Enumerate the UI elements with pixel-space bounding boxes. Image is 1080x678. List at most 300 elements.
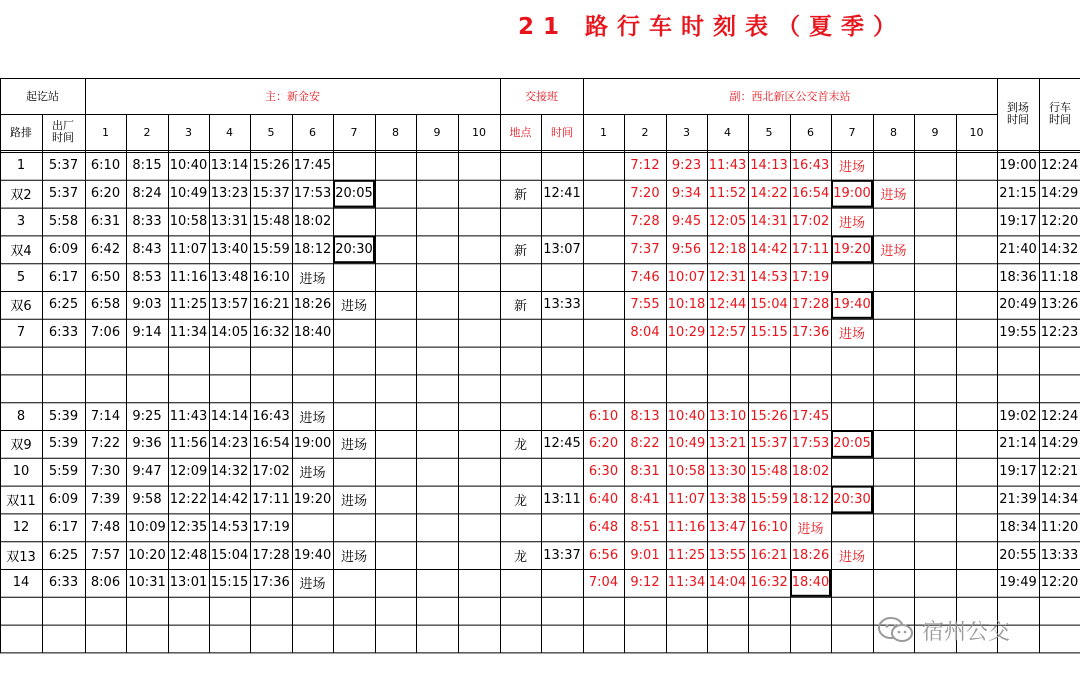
handover-place [500,152,541,180]
header-main-trip: 2 [143,125,151,139]
depart-time: 5:39 [48,408,79,424]
main-trip-time: 6:58 [90,297,121,313]
handover-time [541,374,583,402]
main-trip-time [333,319,375,347]
header-main-trip: 6 [309,125,316,139]
sub-trip-time: 11:07 [667,491,706,507]
main-trip-time: 6:20 [90,186,121,202]
sub-trip-time [831,597,873,625]
sub-trip-time: 9:56 [671,241,702,257]
sub-trip-time: 15:26 [750,408,788,424]
sub-trip-time: 8:04 [630,325,660,341]
main-trip-time: 进场 [340,438,367,454]
sub-trip-time: 15:37 [750,436,788,452]
sub-trip-time [583,208,624,236]
arrive-time: 20:49 [999,297,1037,313]
sub-trip-time: 11:34 [667,575,706,591]
sub-trip-time [914,319,956,347]
main-trip-time: 11:25 [169,297,208,313]
depart-time: 5:37 [48,158,79,174]
sub-trip-time: 6:30 [588,464,619,480]
handover-time: 13:11 [543,491,581,507]
main-trip-time: 11:16 [169,269,208,285]
sub-trip-time [956,347,997,375]
sub-trip-time: 10:29 [667,325,706,341]
main-trip-time: 7:22 [90,436,121,452]
sub-trip-time [831,513,873,541]
sub-trip-time [873,291,914,319]
main-trip-time [375,208,416,236]
run-time [1039,347,1080,375]
handover-place: 新 [513,188,527,204]
main-trip-time [250,625,292,653]
handover-time [541,152,583,180]
main-trip-time [333,625,375,653]
route-no: 双6 [10,299,32,315]
sub-trip-time [624,374,666,402]
sub-trip-time [583,235,624,263]
main-trip-time [250,597,292,625]
header-sub-trip: 9 [931,125,939,139]
main-trip-time: 9:03 [132,297,162,313]
main-trip-time: 9:25 [132,408,162,424]
depart-time: 5:37 [48,186,79,202]
sub-trip-time: 17:36 [791,325,830,341]
sub-trip-time [914,152,956,180]
main-trip-time [458,402,500,430]
handover-place: 龙 [513,438,527,454]
sub-trip-time: 20:05 [833,436,871,452]
sub-trip-time: 8:13 [630,408,660,424]
sub-trip-time: 19:40 [833,297,871,313]
main-trip-time: 进场 [299,577,326,593]
sub-trip-time [831,569,873,597]
route-no: 14 [12,575,30,591]
arrive-time: 20:55 [999,547,1037,563]
sub-trip-time: 13:10 [708,408,747,424]
run-time: 12:24 [1040,158,1079,174]
route-no: 5 [16,269,26,285]
sub-trip-time: 11:43 [708,158,747,174]
main-trip-time: 11:34 [169,325,208,341]
main-trip-time: 17:02 [252,464,290,480]
depart-time: 6:25 [48,297,79,313]
sub-trip-time: 19:20 [833,241,871,257]
main-trip-time [209,625,250,653]
main-trip-time: 20:30 [335,241,373,257]
sub-trip-time [914,458,956,486]
handover-time [541,263,583,291]
sub-trip-time [914,569,956,597]
sub-trip-time [873,347,914,375]
sub-trip-time [956,402,997,430]
main-trip-time [333,569,375,597]
header-main-trip: 4 [226,125,233,139]
header-sub-trip: 6 [807,125,814,139]
route-no [0,597,42,625]
sub-trip-time [873,513,914,541]
depart-time: 6:17 [48,519,79,535]
main-trip-time [416,402,458,430]
main-trip-time [250,374,292,402]
handover-place [500,208,541,236]
handover-place: 新 [513,243,527,259]
sub-trip-time [707,625,748,653]
main-trip-time [458,152,500,180]
sub-trip-time: 19:00 [833,186,871,202]
sub-trip-time [956,180,997,208]
sub-trip-time [956,374,997,402]
main-trip-time: 18:26 [293,297,332,313]
main-trip-time [416,152,458,180]
header-sub-trip: 8 [890,125,897,139]
main-trip-time [458,430,500,458]
depart-time: 5:59 [48,464,79,480]
sub-trip-time: 14:31 [750,213,788,229]
sub-trip-time [873,152,914,180]
main-trip-time [126,347,168,375]
sub-trip-time: 12:05 [708,213,747,229]
sub-trip-time: 12:31 [708,269,747,285]
depart-time: 6:09 [48,491,79,507]
main-trip-time [168,597,209,625]
sub-trip-time: 8:31 [630,464,660,480]
arrive-time: 19:55 [999,325,1037,341]
main-trip-time [292,625,333,653]
main-trip-time: 14:23 [210,436,249,452]
sub-trip-time [583,374,624,402]
handover-place [500,458,541,486]
run-time: 12:20 [1040,213,1079,229]
main-trip-time: 进场 [340,493,367,509]
main-trip-time [458,208,500,236]
main-trip-time [458,569,500,597]
sub-trip-time [873,402,914,430]
main-trip-time: 13:14 [210,158,249,174]
sub-trip-time: 15:04 [750,297,788,313]
run-time: 14:29 [1040,436,1079,452]
main-trip-time [458,458,500,486]
sub-trip-time: 6:40 [588,491,619,507]
sub-trip-time [914,374,956,402]
sub-trip-time: 10:07 [667,269,706,285]
main-trip-time: 13:01 [169,575,208,591]
main-trip-time [458,319,500,347]
depart-time: 6:25 [48,547,79,563]
sub-trip-time: 进场 [838,549,865,565]
sub-trip-time: 7:37 [630,241,660,257]
run-time: 11:18 [1040,269,1079,285]
sub-trip-time: 18:40 [791,575,830,591]
handover-time: 12:41 [543,186,581,202]
sub-trip-time: 进场 [838,327,865,343]
sub-trip-time [707,347,748,375]
main-trip-time [416,374,458,402]
main-trip-time: 10:09 [128,519,166,535]
sub-trip-time [873,458,914,486]
sub-trip-time: 9:12 [630,575,660,591]
sub-trip-time [831,458,873,486]
sheet-title [0,8,1080,44]
main-trip-time: 10:49 [169,186,208,202]
main-trip-time [333,513,375,541]
route-no: 7 [16,325,26,341]
sub-trip-time [914,486,956,514]
handover-place [500,319,541,347]
sub-trip-time: 17:02 [791,213,830,229]
sub-trip-time [914,402,956,430]
route-no [0,374,42,402]
main-trip-time: 8:33 [132,213,162,229]
sub-trip-time: 14:22 [750,186,788,202]
sub-trip-time: 12:18 [708,241,747,257]
main-trip-time [458,597,500,625]
route-no: 12 [12,519,30,535]
sub-trip-time [666,347,707,375]
sub-trip-time [873,208,914,236]
run-time: 12:20 [1040,575,1079,591]
main-trip-time: 17:28 [252,547,290,563]
sub-trip-time: 20:30 [833,491,871,507]
sub-trip-time [790,347,831,375]
sub-trip-time: 13:30 [708,464,747,480]
header-main-trip: 5 [267,125,275,139]
depart-time: 5:58 [48,213,79,229]
main-trip-time: 进场 [299,271,326,287]
sub-trip-time [873,374,914,402]
main-trip-time: 7:14 [90,408,121,424]
sub-trip-time: 14:04 [708,575,747,591]
sub-trip-time [748,374,790,402]
main-trip-time: 13:40 [210,241,249,257]
main-trip-time [126,374,168,402]
run-time: 11:20 [1040,519,1079,535]
main-trip-time: 14:32 [210,464,249,480]
sub-trip-time: 16:10 [750,519,788,535]
route-no: 1 [16,158,26,174]
handover-time [541,569,583,597]
main-trip-time [168,625,209,653]
main-trip-time: 18:12 [293,241,332,257]
main-trip-time [126,625,168,653]
arrive-time: 21:40 [999,241,1037,257]
main-trip-time [292,347,333,375]
handover-place [500,597,541,625]
main-trip-time [458,347,500,375]
main-trip-time: 15:26 [252,158,290,174]
main-trip-time: 7:06 [90,325,121,341]
sub-trip-time [914,235,956,263]
depart-time [42,347,85,375]
depart-time: 5:39 [48,436,79,452]
arrive-time: 19:49 [999,575,1037,591]
main-trip-time [333,208,375,236]
main-trip-time: 16:54 [252,436,290,452]
main-trip-time: 11:43 [169,408,208,424]
sub-trip-time: 10:18 [667,297,706,313]
sub-trip-time [624,347,666,375]
main-trip-time [126,597,168,625]
main-trip-time: 17:19 [252,519,290,535]
sub-trip-time [583,597,624,625]
route-no: 双9 [10,438,32,454]
main-trip-time: 9:36 [132,436,162,452]
run-time [1039,374,1080,402]
handover-time: 13:37 [543,547,581,563]
main-trip-time: 8:24 [132,186,162,202]
sub-trip-time [748,625,790,653]
main-trip-time [85,374,126,402]
main-trip-time: 19:40 [293,547,332,563]
arrive-time: 19:02 [999,408,1037,424]
arrive-time: 21:14 [999,436,1037,452]
sub-trip-time: 18:02 [791,464,830,480]
main-trip-time: 20:05 [335,186,373,202]
header-start-station: 起讫站 [26,90,59,103]
depart-time [42,625,85,653]
main-trip-time [416,486,458,514]
sub-trip-time [790,374,831,402]
main-trip-time: 8:53 [132,269,162,285]
main-trip-time [375,513,416,541]
sub-trip-time [914,513,956,541]
main-trip-time [416,625,458,653]
arrive-time: 19:17 [999,213,1037,229]
main-trip-time: 17:11 [252,491,290,507]
handover-place [500,402,541,430]
main-trip-time [375,263,416,291]
sub-trip-time: 8:22 [630,436,660,452]
sub-trip-time: 9:45 [671,213,702,229]
main-trip-time [375,347,416,375]
main-trip-time [416,541,458,569]
sub-trip-time: 9:34 [671,186,702,202]
sub-trip-time: 进场 [880,188,907,204]
sub-trip-time: 10:40 [667,408,706,424]
sub-trip-time [583,180,624,208]
sub-trip-time [831,263,873,291]
sub-trip-time: 进场 [880,243,907,259]
main-trip-time [416,430,458,458]
route-no: 双11 [6,493,36,509]
main-trip-time [416,208,458,236]
main-trip-time: 13:23 [210,186,249,202]
sub-trip-time [914,347,956,375]
route-no: 8 [16,408,26,424]
sub-trip-time: 15:15 [750,325,788,341]
sub-trip-time [956,430,997,458]
run-time: 12:21 [1040,464,1079,480]
sub-trip-time [914,263,956,291]
main-trip-time [375,319,416,347]
main-trip-time [375,152,416,180]
sub-trip-time [583,625,624,653]
sub-trip-time [956,569,997,597]
main-trip-time: 10:58 [169,213,208,229]
sub-trip-time: 17:11 [791,241,830,257]
sub-trip-time [831,625,873,653]
sub-trip-time: 12:44 [708,297,747,313]
header-sub-trip: 5 [765,125,773,139]
sub-trip-time [831,374,873,402]
main-trip-time: 19:20 [293,491,332,507]
main-trip-time: 8:06 [90,575,121,591]
main-trip-time [375,597,416,625]
main-trip-time [250,347,292,375]
sub-trip-time: 6:48 [588,519,619,535]
main-trip-time [375,541,416,569]
main-trip-time: 12:35 [169,519,208,535]
main-trip-time: 15:37 [252,186,290,202]
sub-trip-time: 13:55 [708,547,747,563]
header-sub-trip: 10 [969,125,984,139]
handover-time [541,319,583,347]
main-trip-time: 15:04 [210,547,249,563]
header-run-time: 行车时间 [1049,101,1071,126]
main-trip-time [209,347,250,375]
sub-trip-time [873,486,914,514]
sub-trip-time: 6:10 [588,408,619,424]
main-trip-time [458,180,500,208]
route-no: 3 [16,213,26,229]
sub-trip-time: 10:49 [667,436,706,452]
main-trip-time: 7:48 [90,519,121,535]
sub-trip-time [831,347,873,375]
handover-place: 新 [513,299,527,315]
main-trip-time: 18:40 [293,325,332,341]
main-trip-time: 18:02 [293,213,332,229]
sub-trip-time: 15:48 [750,464,788,480]
watermark [876,612,1076,648]
main-trip-time [458,541,500,569]
main-trip-time: 6:50 [90,269,121,285]
main-trip-time: 14:05 [210,325,249,341]
arrive-time: 18:36 [999,269,1037,285]
main-trip-time: 进场 [299,410,326,426]
arrive-time: 21:15 [999,186,1037,202]
main-trip-time: 6:31 [90,213,121,229]
main-trip-time: 7:57 [90,547,121,563]
main-trip-time: 15:15 [210,575,249,591]
route-no [0,625,42,653]
sub-trip-time: 9:01 [630,547,660,563]
main-trip-time [458,263,500,291]
sub-trip-time: 7:46 [630,269,660,285]
sub-trip-time: 进场 [838,160,865,176]
sub-trip-time [956,319,997,347]
main-trip-time [292,513,333,541]
handover-place [500,374,541,402]
header-main-trip: 10 [472,125,486,139]
sub-trip-time: 14:42 [750,241,788,257]
main-trip-time: 15:59 [252,241,290,257]
main-trip-time: 6:42 [90,241,121,257]
run-time: 14:34 [1040,491,1079,507]
main-trip-time: 8:15 [132,158,162,174]
sub-trip-time [624,597,666,625]
run-time: 14:29 [1040,186,1079,202]
sub-trip-time: 17:28 [791,297,830,313]
main-trip-time: 8:43 [132,241,162,257]
main-trip-time [416,319,458,347]
sub-trip-time [583,319,624,347]
main-trip-time: 13:48 [210,269,249,285]
sub-trip-time: 进场 [838,215,865,231]
main-trip-time: 进场 [299,466,326,482]
header-sub-trip: 1 [600,125,607,139]
main-trip-time [375,402,416,430]
main-trip-time [458,486,500,514]
